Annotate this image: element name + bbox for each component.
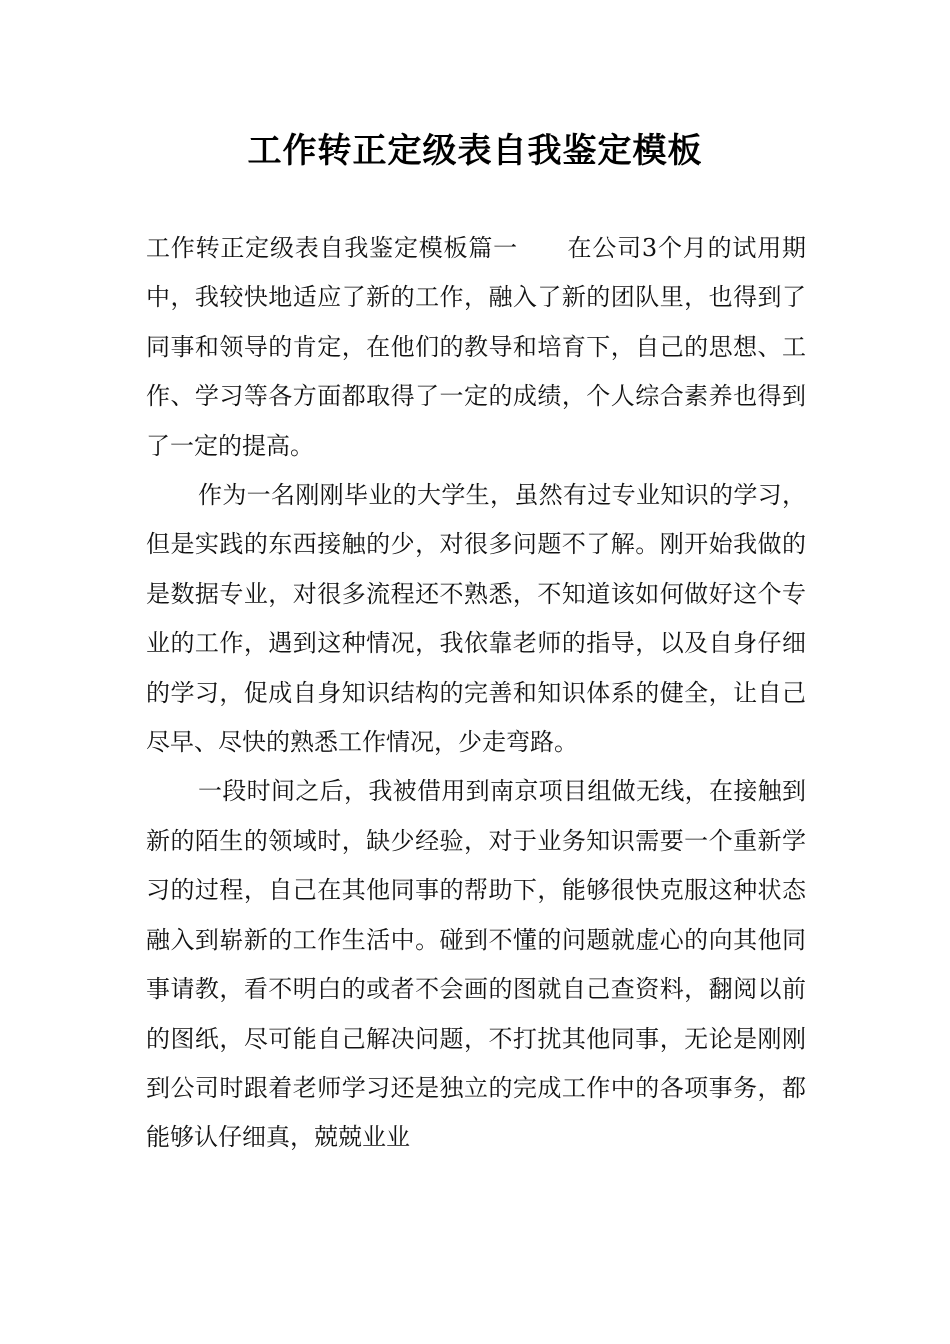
paragraph-3: 一段时间之后，我被借用到南京项目组做无线，在接触到新的陌生的领域时，缺少经验，对于业务知识需要一个重新学习的过程，自己在其他同事的帮助下，能够很快克服这种状态融入到崭新的工作生活中。碰到不懂的问题就虚心的向其他同事请教，看不明白的或者不会画的图就自己查资料，翻阅以前的图纸，尽可能自己解决问题，不打扰其他同事，无论是刚刚到公司时跟着老师学习还是独立的完成工作中的各项事务，都能够认仔细真，兢兢业业 — [146, 777, 806, 1152]
paragraph-2: 作为一名刚刚毕业的大学生，虽然有过专业知识的学习，但是实践的东西接触的少，对很多问题不了解。刚开始我做的是数据专业，对很多流程还不熟悉，不知道该如何做好这个专业的工作，遇到这种情况，我依靠老师的指导，以及自身仔细的学习，促成自身知识结构的完善和知识体系的健全，让自己尽早、尽快的熟悉工作情况，少走弯路。 — [146, 481, 806, 757]
document-title: 工作转正定级表自我鉴定模板 — [247, 131, 703, 171]
document-body — [146, 224, 806, 1163]
paragraph-1: 工作转正定级表自我鉴定模板篇一 在公司3个月的试用期中，我较快地适应了新的工作，融入了新的团队里，也得到了同事和领导的肯定，在他们的教导和培育下，自己的思想、工作、学习等各方面都取得了一定的成绩，个人综合素养也得到了一定的提高。 — [146, 234, 806, 460]
